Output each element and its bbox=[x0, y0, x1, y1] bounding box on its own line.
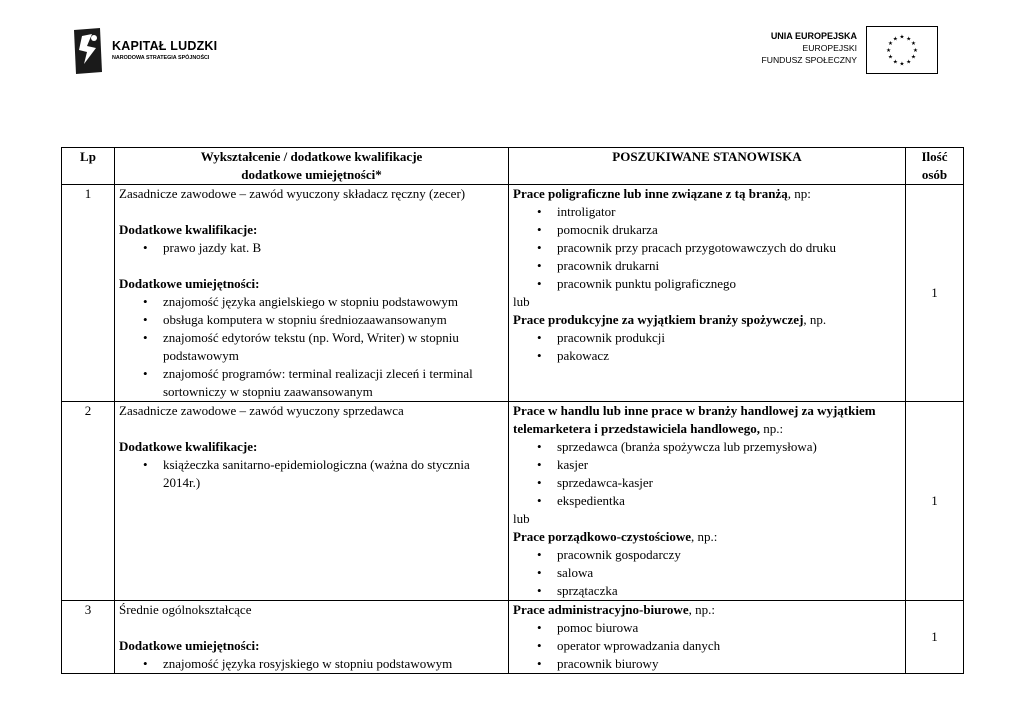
table-row bbox=[62, 601, 964, 674]
logo-left-name: KAPITAŁ LUDZKI bbox=[112, 39, 218, 53]
qualifications-label: Dodatkowe kwalifikacje: bbox=[119, 222, 258, 237]
kapital-ludzki-emblem-icon bbox=[70, 26, 106, 76]
svg-text:★: ★ bbox=[887, 41, 894, 48]
list-item: • znajomość języka rosyjskiego w stopniu podstawowym bbox=[119, 655, 504, 673]
qualifications-list bbox=[119, 239, 504, 257]
svg-text:★: ★ bbox=[887, 54, 894, 61]
qualifications-cell bbox=[115, 185, 509, 402]
positions-list bbox=[513, 619, 901, 673]
table-header-row bbox=[62, 148, 964, 185]
position-group-heading: Prace produkcyjne za wyjątkiem branży spożywczej, np. bbox=[513, 312, 827, 327]
row-number: 3 bbox=[62, 601, 115, 674]
skills-list bbox=[119, 293, 504, 401]
list-item: • prawo jazdy kat. B bbox=[119, 239, 504, 257]
svg-text:★: ★ bbox=[912, 47, 918, 54]
header-qualifications: Wykształcenie / dodatkowe kwalifikacje dodatkowe umiejętności* bbox=[115, 148, 509, 185]
list-item: • pracownik punktu poligraficznego bbox=[513, 275, 901, 293]
table-row bbox=[62, 185, 964, 402]
list-item: • znajomość języka angielskiego w stopniu podstawowym bbox=[119, 293, 504, 311]
skills-label: Dodatkowe umiejętności: bbox=[119, 276, 260, 291]
list-item: • znajomość programów: terminal realizacji zleceń i terminal sortowniczy w stopniu zaawansowanym bbox=[119, 365, 504, 401]
svg-text:★: ★ bbox=[906, 59, 912, 66]
svg-text:★: ★ bbox=[910, 54, 917, 61]
position-group-heading: Prace w handlu lub inne prace w branży handlowej za wyjątkiem telemarketera i przedstawiciela handlowego, np.: bbox=[513, 403, 876, 436]
education-text: Średnie ogólnokształcące bbox=[119, 602, 252, 617]
positions-cell bbox=[509, 402, 906, 601]
header-positions: POSZUKIWANE STANOWISKA bbox=[509, 148, 906, 185]
list-item: • pracownik biurowy bbox=[513, 655, 901, 673]
row-number: 2 bbox=[62, 402, 115, 601]
position-group-heading: Prace administracyjno-biurowe, np.: bbox=[513, 602, 715, 617]
list-item: • pracownik przy pracach przygotowawczych do druku bbox=[513, 239, 901, 257]
list-item: • pakowacz bbox=[513, 347, 901, 365]
positions-cell bbox=[509, 185, 906, 402]
positions-list bbox=[513, 438, 901, 510]
list-item: • pracownik produkcji bbox=[513, 329, 901, 347]
svg-text:★: ★ bbox=[899, 61, 905, 68]
list-item: • kasjer bbox=[513, 456, 901, 474]
list-item: • ekspedientka bbox=[513, 492, 901, 510]
list-item: • obsługa komputera w stopniu średniozaawansowanym bbox=[119, 311, 504, 329]
list-item: • operator wprowadzania danych bbox=[513, 637, 901, 655]
or-text: lub bbox=[513, 511, 530, 526]
eu-line2: EUROPEJSKI bbox=[802, 43, 857, 53]
count-cell: 1 bbox=[906, 601, 964, 674]
list-item: • introligator bbox=[513, 203, 901, 221]
list-item: • salowa bbox=[513, 564, 901, 582]
list-item: • pomoc biurowa bbox=[513, 619, 901, 637]
count-cell: 1 bbox=[906, 185, 964, 402]
education-text: Zasadnicze zawodowe – zawód wyuczony sprzedawca bbox=[119, 403, 404, 418]
qualifications-cell bbox=[115, 402, 509, 601]
education-text: Zasadnicze zawodowe – zawód wyuczony składacz ręczny (zecer) bbox=[119, 186, 466, 201]
eu-flag-icon bbox=[866, 26, 938, 74]
list-item: • sprzątaczka bbox=[513, 582, 901, 600]
positions-list bbox=[513, 203, 901, 293]
list-item: • książeczka sanitarno-epidemiologiczna (ważna do stycznia 2014r.) bbox=[119, 456, 504, 492]
eu-logo bbox=[740, 26, 940, 76]
header-count: Ilość osób bbox=[906, 148, 964, 185]
svg-text:★: ★ bbox=[899, 34, 905, 41]
qualifications-cell bbox=[115, 601, 509, 674]
list-item: • sprzedawca (branża spożywcza lub przemysłowa) bbox=[513, 438, 901, 456]
row-number: 1 bbox=[62, 185, 115, 402]
qualifications-label: Dodatkowe kwalifikacje: bbox=[119, 439, 258, 454]
eu-line3: FUNDUSZ SPOŁECZNY bbox=[761, 55, 857, 65]
logo-left-subtitle: NARODOWA STRATEGIA SPÓJNOŚCI bbox=[112, 55, 210, 61]
list-item: • pracownik drukarni bbox=[513, 257, 901, 275]
list-item: • znajomość edytorów tekstu (np. Word, Writer) w stopniu podstawowym bbox=[119, 329, 504, 365]
skills-label: Dodatkowe umiejętności: bbox=[119, 638, 260, 653]
list-item: • sprzedawca-kasjer bbox=[513, 474, 901, 492]
svg-text:★: ★ bbox=[892, 36, 898, 43]
skills-list bbox=[119, 655, 504, 673]
positions-list bbox=[513, 546, 901, 600]
header-lp: Lp bbox=[62, 148, 115, 185]
or-text: lub bbox=[513, 294, 530, 309]
positions-cell bbox=[509, 601, 906, 674]
table-row bbox=[62, 402, 964, 601]
job-offers-table bbox=[61, 147, 964, 674]
list-item: • pomocnik drukarza bbox=[513, 221, 901, 239]
svg-text:★: ★ bbox=[906, 36, 912, 43]
list-item: • pracownik gospodarczy bbox=[513, 546, 901, 564]
kapital-ludzki-logo bbox=[70, 26, 230, 78]
count-cell: 1 bbox=[906, 402, 964, 601]
svg-text:★: ★ bbox=[910, 41, 917, 48]
positions-list bbox=[513, 329, 901, 365]
svg-text:★: ★ bbox=[886, 47, 892, 54]
position-group-heading: Prace porządkowo-czystościowe, np.: bbox=[513, 529, 718, 544]
position-group-heading: Prace poligraficzne lub inne związane z tą branżą, np: bbox=[513, 186, 811, 201]
qualifications-list bbox=[119, 456, 504, 492]
eu-line1: UNIA EUROPEJSKA bbox=[770, 31, 857, 41]
svg-text:★: ★ bbox=[892, 59, 898, 66]
